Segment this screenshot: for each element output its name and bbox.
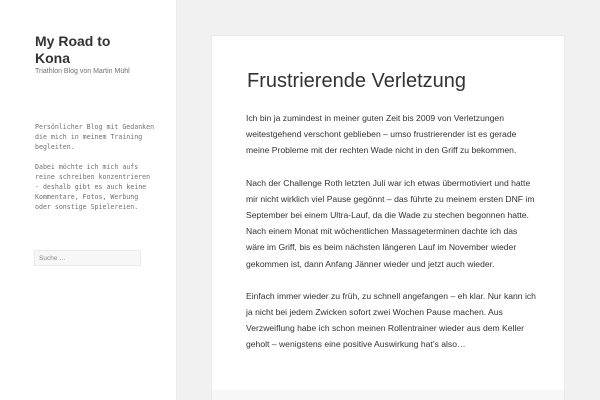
post-title[interactable]: Frustrierende Verletzung [247, 70, 467, 92]
post-paragraph: Ich bin ja zumindest in meiner guten Zeit bis 2009 von Verletzungen weitestgehend verschont geblieben – umso frustrierender ist es gerade meine Probleme mit der rechten Wade nicht in den Griff zu bekommen. [246, 113, 517, 156]
post-paragraph: Nach der Challenge Roth letzten Juli war ich etwas übermotiviert und hatte mir nicht wirklich viel Pause gegönnt – das führte zu meinem ersten DNF im September bei einem Ultra-Lauf, da die Wade zu stechen begonnen hatte. Nach einem Monat mit wöchentlichen Massageterminen dachte ich das wäre im Griff, bis es beim nächsten längeren Lauf im November wieder gekommen ist, dann Anfang Jänner wieder und jetzt auch wieder. [246, 177, 535, 269]
site-description: Triathlon Blog von Martin Mühl [35, 68, 130, 75]
post-article [212, 36, 564, 400]
widget-paragraph: Persönlicher Blog mit Gedanken die mich in meinem Training begleiten. [35, 123, 155, 151]
post-content [246, 110, 536, 369]
sidebar [0, 0, 176, 400]
widget-paragraph: Dabei möchte ich mich aufs reine schreiben konzentrieren - deshalb gibt es auch keine Kommentare, Fotos, Werbung oder sonstige Spielereien. [35, 163, 151, 211]
site-title[interactable]: My Road to Kona [35, 33, 111, 66]
text-widget [35, 122, 155, 222]
post-paragraph: Einfach immer wieder zu früh, zu schnell angefangen – eh klar. Nur kann ich ja nicht bei jedem Zwicken sofort zwei Wochen Pause machen. Aus Verzweiflung habe ich schon meinen Rollentrainer wieder aus dem Keller geholt – wenigstens eine positive Auswirkung hat’s also… [246, 290, 536, 350]
post-footer [212, 390, 564, 400]
search-input[interactable] [34, 250, 141, 266]
